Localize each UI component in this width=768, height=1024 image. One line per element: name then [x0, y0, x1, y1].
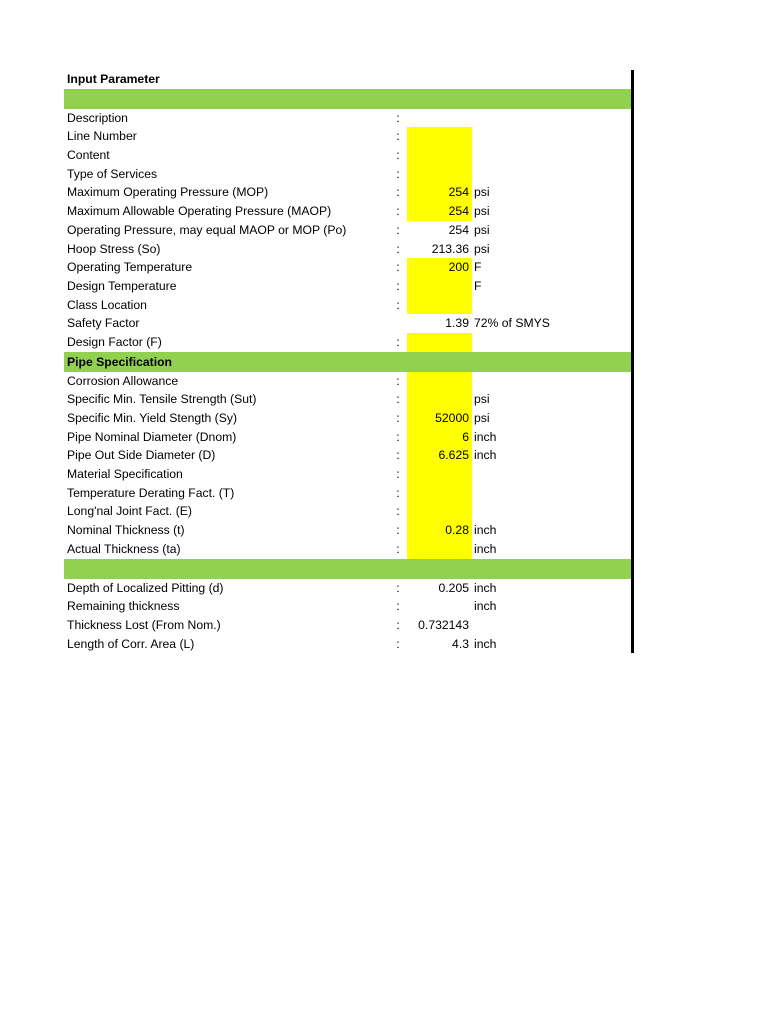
unit-label: inch [474, 541, 497, 556]
unit-label: psi [474, 241, 490, 256]
computed-value-cell: 0.205 [438, 580, 469, 595]
unit-label: psi [474, 411, 490, 425]
colon-separator: : [396, 260, 400, 275]
input-value-cell[interactable]: 0.28 [407, 521, 472, 540]
colon-separator: : [396, 166, 400, 181]
input-value-cell[interactable]: 254 [407, 183, 472, 202]
colon-separator: : [396, 541, 400, 556]
colon-separator: : [396, 448, 400, 463]
unit-label: psi [474, 204, 490, 219]
colon-separator: : [396, 411, 400, 425]
unit-label: psi [474, 185, 490, 200]
parameter-row [64, 221, 631, 240]
input-value-cell[interactable] [407, 540, 472, 559]
section-header-row [64, 352, 631, 372]
parameter-label: Description [67, 110, 128, 125]
parameter-row [64, 296, 631, 315]
parameter-row [64, 146, 631, 165]
colon-separator: : [396, 278, 400, 293]
parameter-row [64, 521, 631, 540]
parameter-label: Line Number [67, 129, 137, 144]
unit-label: inch [474, 523, 497, 538]
parameter-label: Remaining thickness [67, 599, 180, 614]
parameter-row [64, 127, 631, 146]
colon-separator: : [396, 523, 400, 538]
parameter-row [64, 333, 631, 352]
input-value-cell[interactable] [407, 127, 472, 146]
unit-label: inch [474, 636, 497, 651]
parameter-row [64, 109, 631, 128]
parameter-row [64, 258, 631, 277]
parameter-label: Temperature Derating Fact. (T) [67, 485, 235, 500]
parameter-row [64, 390, 631, 409]
parameter-label: Content [67, 148, 110, 163]
unit-label: inch [474, 429, 497, 444]
input-value-cell[interactable] [407, 146, 472, 165]
parameter-label: Corrosion Allowance [67, 373, 179, 388]
parameter-row [64, 484, 631, 503]
input-value-cell[interactable] [407, 484, 472, 503]
input-value-cell[interactable] [407, 465, 472, 484]
colon-separator: : [396, 110, 400, 125]
input-value-cell[interactable]: 52000 [407, 409, 472, 428]
colon-separator: : [396, 580, 400, 595]
separator-band [64, 559, 631, 579]
input-value-cell[interactable] [407, 372, 472, 391]
parameter-row [64, 502, 631, 521]
input-value-cell[interactable] [407, 390, 472, 409]
sheet-title: Input Parameter [67, 72, 160, 86]
parameter-label: Pipe Nominal Diameter (Dnom) [67, 429, 237, 444]
computed-value-cell: 4.3 [452, 636, 469, 651]
parameter-row [64, 409, 631, 428]
colon-separator: : [396, 297, 400, 312]
computed-value-cell [407, 109, 472, 128]
sheet-right-border [631, 70, 634, 653]
parameter-label: Actual Thickness (ta) [67, 541, 181, 556]
parameter-label: Specific Min. Yield Stength (Sy) [67, 411, 238, 425]
colon-separator: : [396, 617, 400, 632]
parameter-label: Pipe Out Side Diameter (D) [67, 448, 216, 463]
colon-separator: : [396, 636, 400, 651]
colon-separator: : [396, 467, 400, 482]
colon-separator: : [396, 129, 400, 144]
parameter-row [64, 372, 631, 391]
colon-separator: : [396, 485, 400, 500]
parameter-rows [64, 89, 631, 654]
parameter-row [64, 277, 631, 296]
parameter-label: Depth of Localized Pitting (d) [67, 580, 224, 595]
computed-value-cell: 213.36 [431, 241, 469, 256]
input-value-cell[interactable] [407, 296, 472, 315]
input-value-cell[interactable] [407, 333, 472, 352]
parameter-label: Operating Pressure, may equal MAOP or MOP (Po) [67, 222, 347, 237]
parameter-label: Safety Factor [67, 316, 140, 331]
parameter-label: Type of Services [67, 166, 158, 181]
input-value-cell[interactable] [407, 277, 472, 296]
colon-separator: : [396, 185, 400, 200]
parameter-row [64, 428, 631, 447]
input-value-cell[interactable]: 200 [407, 258, 472, 277]
unit-label: inch [474, 580, 497, 595]
parameter-row [64, 446, 631, 465]
unit-label: psi [474, 222, 490, 237]
input-value-cell[interactable] [407, 165, 472, 184]
parameter-label: Hoop Stress (So) [67, 241, 161, 256]
colon-separator: : [396, 148, 400, 163]
parameter-label: Design Factor (F) [67, 334, 162, 349]
computed-value-cell: 254 [448, 222, 469, 237]
parameter-label: Thickness Lost (From Nom.) [67, 617, 221, 632]
parameter-label: Material Specification [67, 467, 183, 482]
colon-separator: : [396, 504, 400, 519]
input-value-cell[interactable]: 6.625 [407, 446, 472, 465]
colon-separator: : [396, 599, 400, 614]
parameter-row [64, 465, 631, 484]
unit-label: F [474, 260, 482, 275]
computed-value-cell: 0.732143 [418, 617, 469, 632]
computed-value-cell [407, 597, 472, 616]
parameter-label: Specific Min. Tensile Strength (Sut) [67, 392, 257, 407]
parameter-row [64, 240, 631, 259]
separator-band [64, 89, 631, 109]
parameter-label: Length of Corr. Area (L) [67, 636, 195, 651]
parameter-row [64, 579, 631, 598]
parameter-label: Operating Temperature [67, 260, 193, 275]
parameter-label: Maximum Operating Pressure (MOP) [67, 185, 269, 200]
parameter-label: Class Location [67, 297, 147, 312]
parameter-label: Long'nal Joint Fact. (E) [67, 504, 192, 519]
parameter-row [64, 202, 631, 221]
parameter-label: Maximum Allowable Operating Pressure (MAOP) [67, 204, 332, 219]
spreadsheet [64, 70, 631, 653]
colon-separator: : [396, 392, 400, 407]
parameter-row [64, 314, 631, 333]
parameter-label: Nominal Thickness (t) [67, 523, 185, 538]
parameter-row [64, 616, 631, 635]
colon-separator: : [396, 241, 400, 256]
colon-separator: : [396, 373, 400, 388]
colon-separator: : [396, 334, 400, 349]
unit-label: psi [474, 392, 490, 407]
section-header-label: Pipe Specification [67, 354, 172, 369]
input-value-cell[interactable]: 6 [407, 428, 472, 447]
colon-separator: : [396, 429, 400, 444]
unit-label: inch [474, 448, 497, 463]
parameter-row [64, 165, 631, 184]
parameter-label: Design Temperature [67, 278, 177, 293]
unit-label: inch [474, 599, 497, 614]
parameter-row [64, 540, 631, 559]
unit-label: 72% of SMYS [474, 316, 550, 331]
parameter-row [64, 597, 631, 616]
parameter-row [64, 183, 631, 202]
colon-separator: : [396, 222, 400, 237]
title-row [64, 70, 631, 89]
colon-separator: : [396, 204, 400, 219]
unit-label: F [474, 278, 482, 293]
input-value-cell[interactable]: 254 [407, 202, 472, 221]
computed-value-cell: 1.39 [445, 316, 469, 331]
parameter-row [64, 635, 631, 654]
input-value-cell[interactable] [407, 502, 472, 521]
